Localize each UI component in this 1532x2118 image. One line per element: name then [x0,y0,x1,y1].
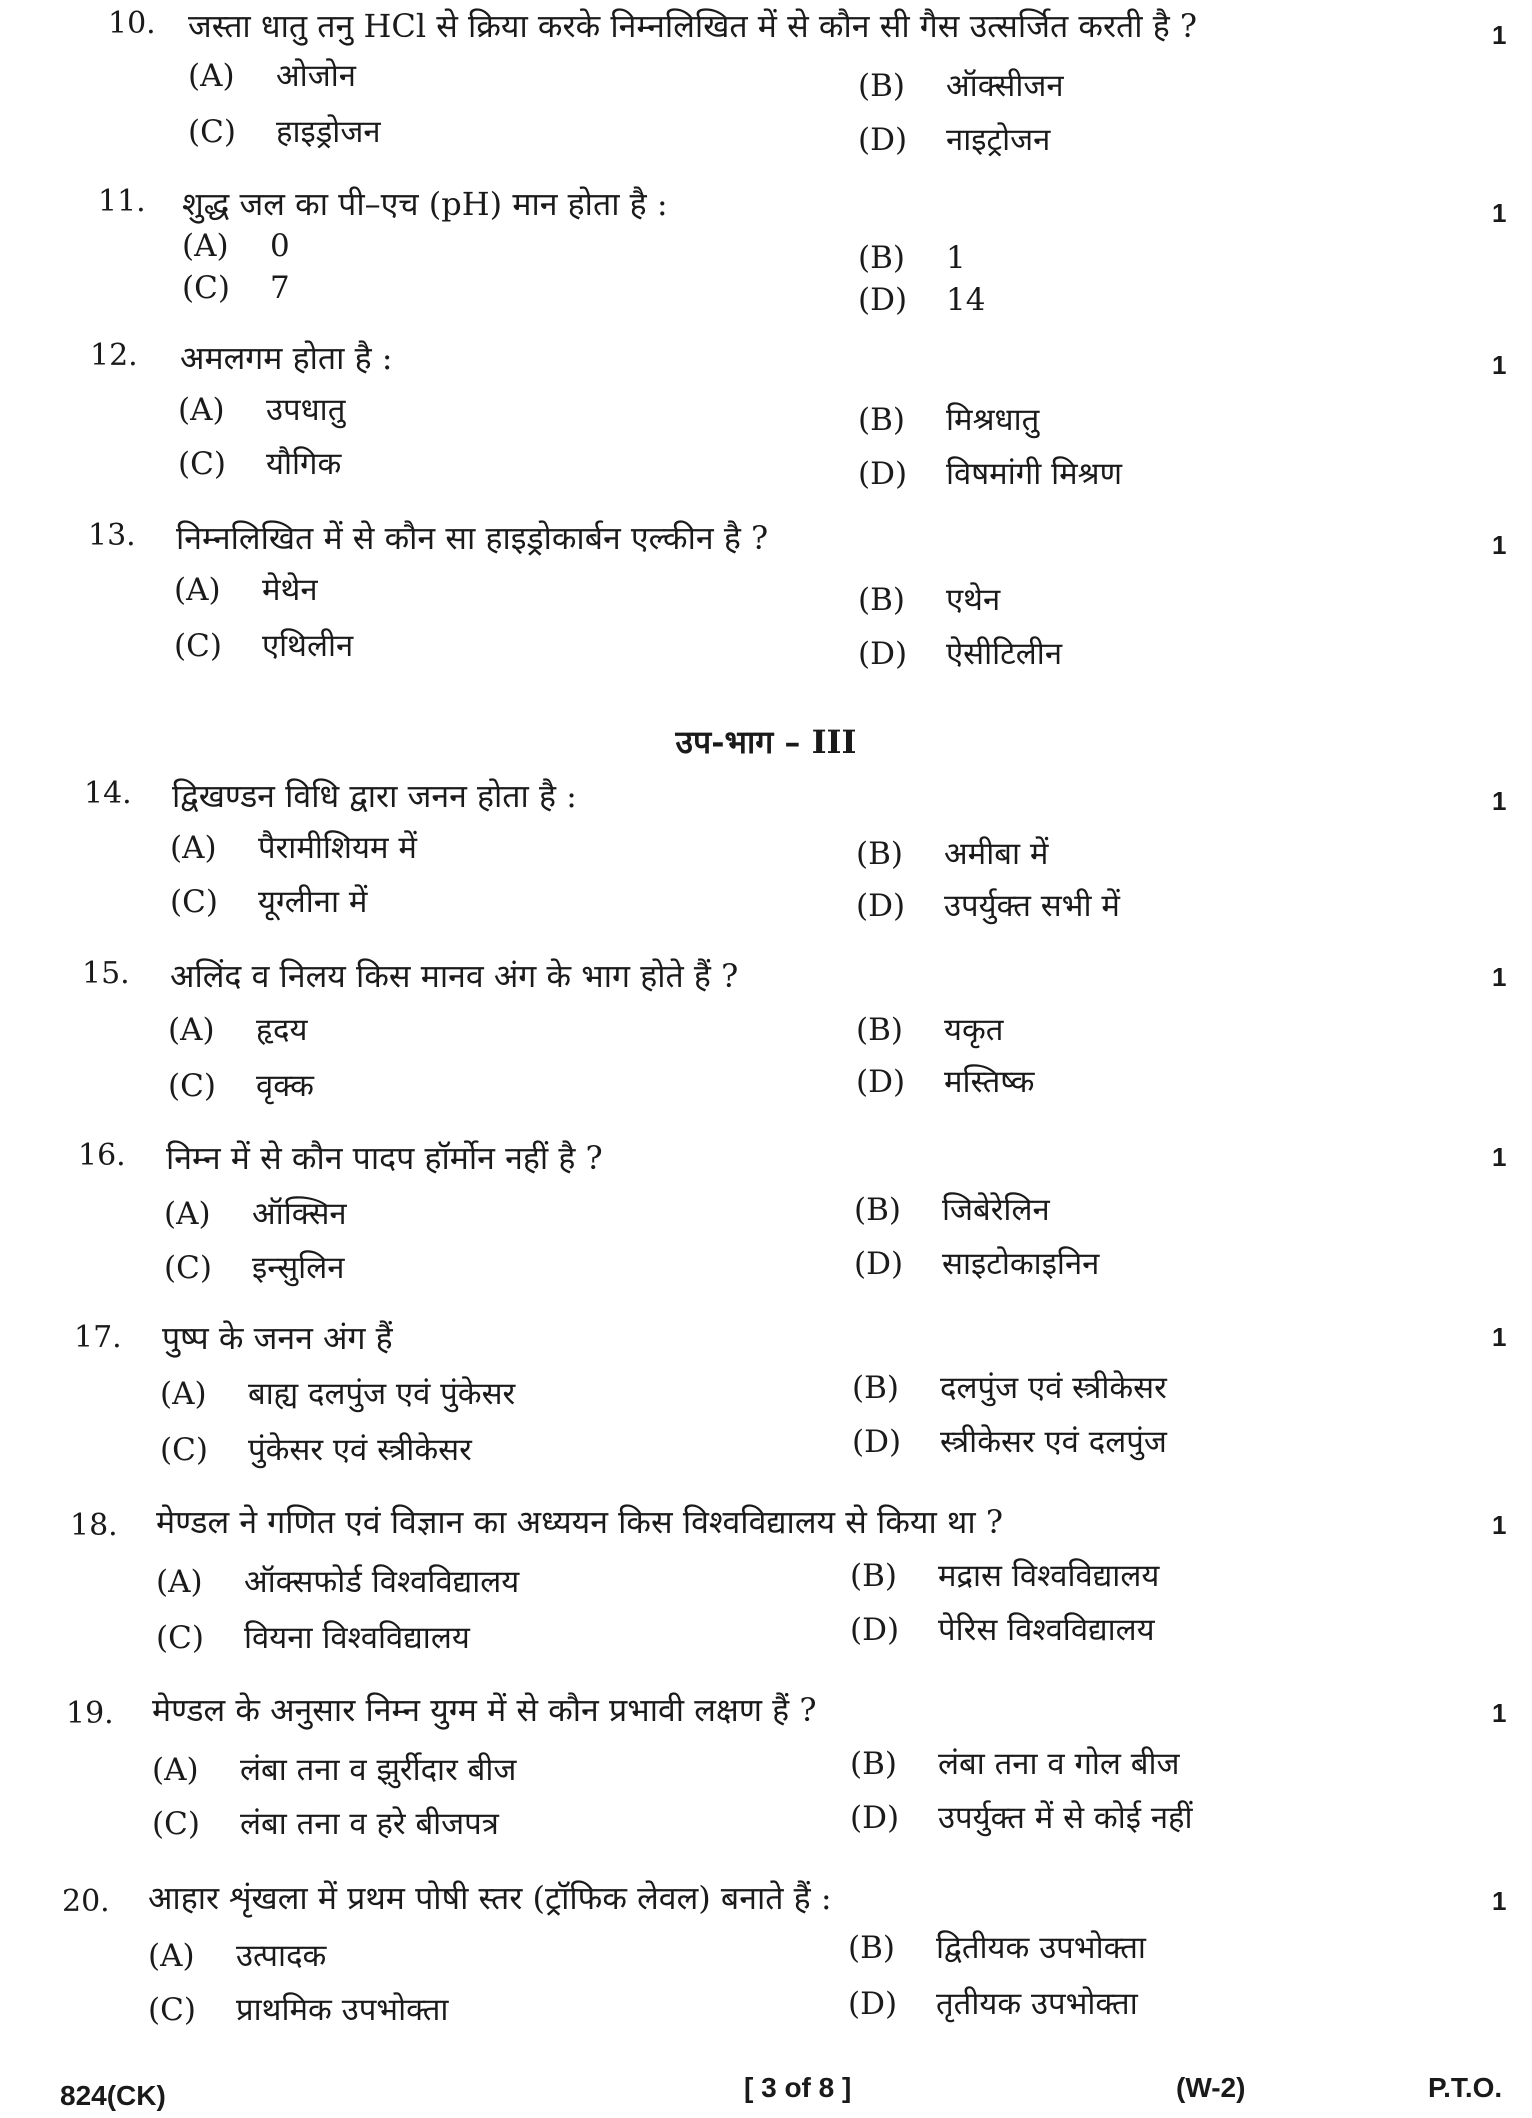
option-a: (A) 0 [182,228,290,264]
option-d: (D) मस्तिष्क [856,1064,1035,1100]
option-b: (B) द्वितीयक उपभोक्ता [848,1930,1146,1966]
option-d: (D) नाइट्रोजन [858,122,1051,158]
option-a: (A) बाह्य दलपुंज एवं पुंकेसर [160,1376,516,1412]
question-text: जस्ता धातु तनु HCl से क्रिया करके निम्नलिखित में से कौन सी गैस उत्सर्जित करती है ? [188,7,1198,45]
option-a: (A) हृदय [168,1012,308,1048]
question-text: मेण्डल ने गणित एवं विज्ञान का अध्ययन किस विश्वविद्यालय से किया था ? [156,1503,1003,1541]
option-b: (B) जिबेरेलिन [854,1192,1050,1228]
option-d: (D) उपर्युक्त में से कोई नहीं [850,1800,1193,1836]
question-18 [0,1500,1532,1656]
option-c: (C) प्राथमिक उपभोक्ता [148,1992,449,2028]
option-c: (C) हाइड्रोजन [188,114,381,150]
question-text: मेण्डल के अनुसार निम्न युग्म में से कौन प्रभावी लक्षण हैं ? [152,1691,817,1729]
question-number: 10. [108,6,156,41]
question-11 [0,178,1532,318]
question-20 [0,1876,1532,2028]
set-code: (W-2) [1176,2072,1246,2103]
question-text: अलिंद व निलय किस मानव अंग के भाग होते हैं ? [170,957,739,995]
question-marks: 1 [1492,1698,1507,1728]
question-16 [0,1132,1532,1286]
question-number: 20. [62,1884,110,1919]
question-text: निम्न में से कौन पादप हॉर्मोन नहीं है ? [166,1139,603,1177]
question-12 [0,334,1532,492]
option-d: (D) साइटोकाइनिन [854,1246,1100,1282]
option-b: (B) दलपुंज एवं स्त्रीकेसर [852,1370,1167,1406]
option-d: (D) उपर्युक्त सभी में [856,888,1120,924]
paper-code: 824(CK) [60,2080,166,2111]
option-b: (B) 1 [858,240,966,276]
option-c: (C) एथिलीन [174,628,354,664]
option-b: (B) एथेन [858,582,1001,618]
question-text: आहार शृंखला में प्रथम पोषी स्तर (ट्रॉफिक लेवल) बनाते हैं : [148,1879,832,1917]
question-17 [0,1316,1532,1468]
option-c: (C) इन्सुलिन [164,1250,345,1286]
question-marks: 1 [1492,786,1507,816]
option-d: (D) तृतीयक उपभोक्ता [848,1986,1138,2022]
question-13 [0,514,1532,672]
option-d: (D) ऐसीटिलीन [858,636,1063,672]
question-number: 12. [90,338,138,373]
option-a: (A) लंबा तना व झुर्रीदार बीज [152,1752,517,1788]
question-marks: 1 [1492,962,1507,992]
question-number: 16. [78,1138,126,1173]
option-c: (C) यूग्लीना में [170,884,368,920]
option-d: (D) पेरिस विश्वविद्यालय [850,1612,1155,1648]
option-a: (A) उपधातु [178,392,346,428]
section-title: उप-भाग – III [675,723,857,761]
option-a: (A) ऑक्सफोर्ड विश्वविद्यालय [156,1564,520,1600]
option-a: (A) उत्पादक [148,1938,327,1974]
option-a: (A) पैरामीशियम में [170,830,417,866]
question-number: 11. [98,184,146,219]
question-marks: 1 [1492,1322,1507,1352]
question-number: 18. [70,1508,118,1543]
option-c: (C) पुंकेसर एवं स्त्रीकेसर [160,1432,472,1468]
question-10 [0,0,1532,158]
question-text: शुद्ध जल का पी–एच (pH) मान होता है : [182,185,668,223]
question-marks: 1 [1492,350,1507,380]
option-c: (C) यौगिक [178,446,342,482]
option-a: (A) ऑक्सिन [164,1196,347,1232]
option-c: (C) वियना विश्वविद्यालय [156,1620,470,1656]
question-text: पुष्प के जनन अंग हैं [162,1319,393,1357]
question-marks: 1 [1492,198,1507,228]
question-14 [0,772,1532,924]
option-b: (B) यकृत [856,1012,1004,1048]
question-number: 15. [82,956,130,991]
page-number: [ 3 of 8 ] [744,2072,852,2103]
question-number: 17. [74,1320,122,1355]
question-marks: 1 [1492,1886,1507,1916]
option-b: (B) मिश्रधातु [858,402,1040,438]
option-d: (D) स्त्रीकेसर एवं दलपुंज [852,1424,1167,1460]
question-text: द्विखण्डन विधि द्वारा जनन होता है : [172,777,577,815]
question-marks: 1 [1492,530,1507,560]
option-b: (B) अमीबा में [856,836,1049,872]
question-number: 13. [88,518,136,553]
option-d: (D) विषमांगी मिश्रण [858,456,1123,492]
question-number: 19. [66,1696,114,1731]
question-number: 14. [84,776,132,811]
option-b: (B) लंबा तना व गोल बीज [850,1746,1180,1782]
option-c: (C) वृक्क [168,1068,314,1104]
question-text: निम्नलिखित में से कौन सा हाइड्रोकार्बन एल्कीन है ? [176,519,769,557]
option-c: (C) 7 [182,270,290,306]
option-b: (B) ऑक्सीजन [858,68,1064,104]
question-19 [0,1688,1532,1842]
question-marks: 1 [1492,20,1507,50]
option-a: (A) ओजोन [188,58,356,94]
option-c: (C) लंबा तना व हरे बीजपत्र [152,1806,499,1842]
question-marks: 1 [1492,1142,1507,1172]
pto-label: P.T.O. [1428,2072,1503,2103]
question-marks: 1 [1492,1510,1507,1540]
option-d: (D) 14 [858,282,986,318]
question-15 [0,952,1532,1104]
option-b: (B) मद्रास विश्वविद्यालय [850,1558,1160,1594]
option-a: (A) मेथेन [174,572,318,608]
question-text: अमलगम होता है : [180,339,393,377]
